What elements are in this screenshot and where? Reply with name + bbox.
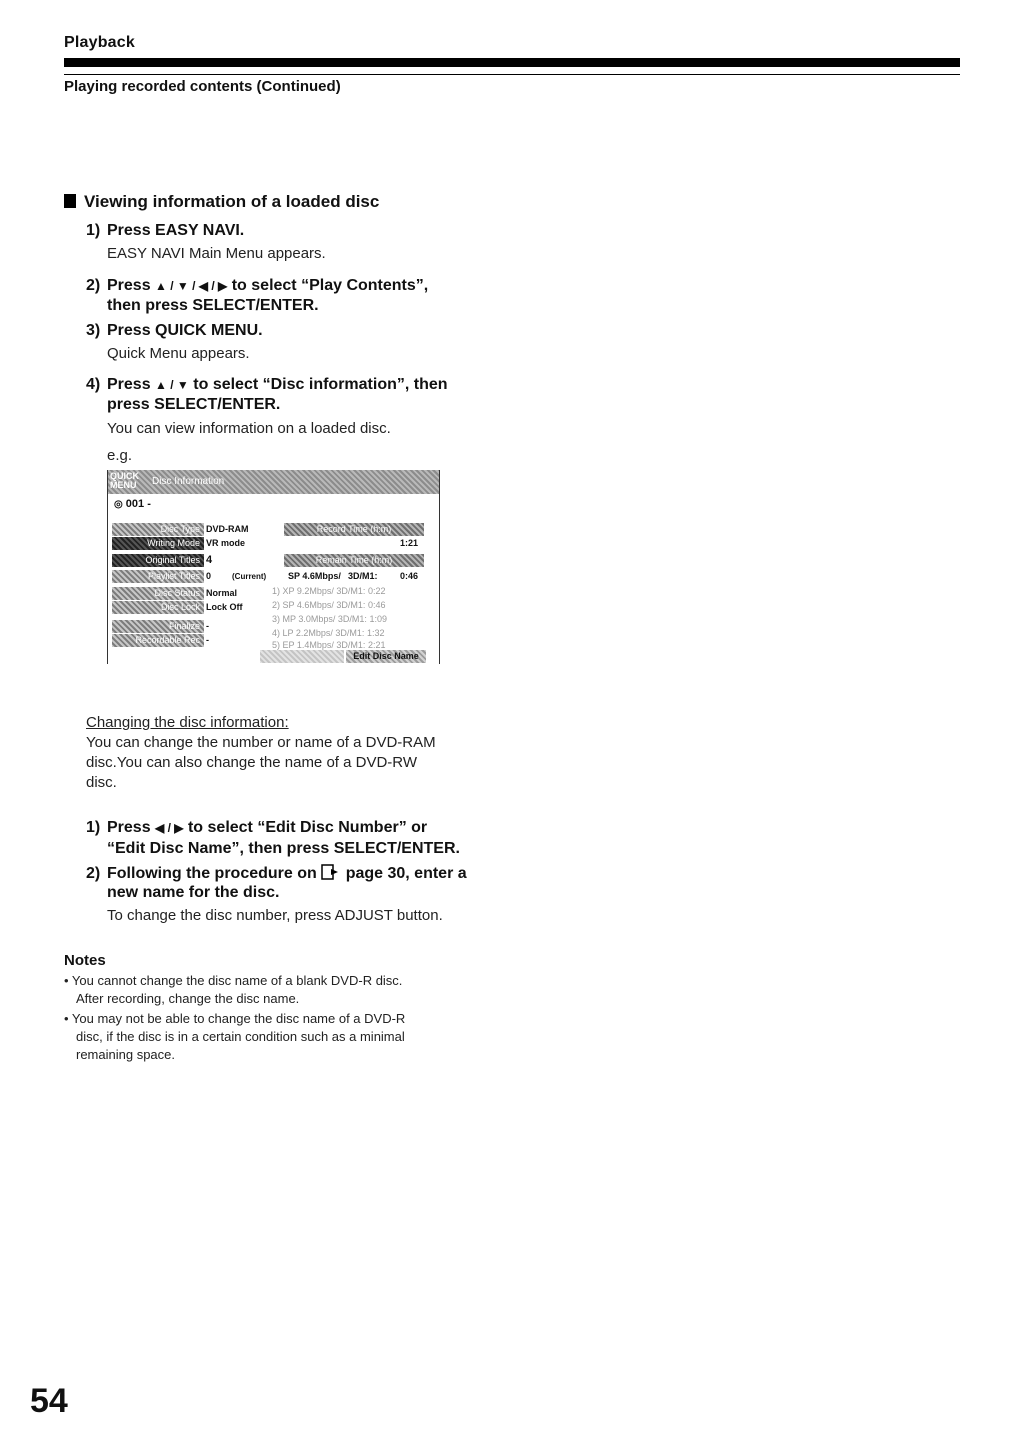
current-mode: 3D/M1: [348, 571, 378, 581]
page-subtitle: Playing recorded contents (Continued) [64, 78, 341, 95]
eg-label: e.g. [107, 447, 133, 464]
edit-disc-name-button[interactable]: Edit Disc Name [346, 650, 426, 663]
record-time-value: 1:21 [400, 538, 419, 548]
step-3: 3) Press QUICK MENU. [86, 322, 263, 339]
header-rule-thick [64, 58, 960, 67]
step-4-line2: press SELECT/ENTER. [107, 396, 281, 413]
edit-step-2-line2: new name for the disc. [107, 884, 280, 901]
remain-time-label: Remain Time (h:m) [284, 554, 424, 567]
arrow-keys-icon: ▲ / ▼ [155, 378, 189, 392]
changing-line-1: You can change the number or name of a DVD-RAM [86, 734, 436, 751]
current-label: (Current) [232, 572, 267, 581]
disc-number: ◎ 001 - [114, 498, 151, 510]
step-2-line2: then press SELECT/ENTER. [107, 297, 319, 314]
edit-step-1: 1) Press ◀ / ▶ to select “Edit Disc Number” or [86, 819, 428, 836]
step-2: 2) Press ▲ / ▼ / ◀ / ▶ to select “Play Contents”, [86, 277, 429, 294]
value-original-titles: 4 [206, 554, 213, 566]
step-3-desc: Quick Menu appears. [107, 345, 250, 362]
square-bullet-icon [64, 194, 76, 208]
value-playlist-titles: 0 [206, 571, 212, 581]
quick-menu-tag: QUICK MENU [110, 471, 139, 490]
changing-heading: Changing the disc information: [86, 714, 289, 731]
notes-heading: Notes [64, 952, 106, 969]
label-disc-status: Disc Status [112, 587, 204, 600]
label-disc-lock: Disc Lock [112, 601, 204, 614]
value-finalize: - [206, 621, 209, 631]
step-4-desc: You can view information on a loaded disc. [107, 420, 391, 437]
arrow-keys-icon: ◀ / ▶ [155, 821, 184, 835]
screen-title: Disc Information [152, 476, 225, 487]
screen-title-bar [108, 470, 439, 494]
value-writing-mode: VR mode [206, 538, 246, 548]
page-reference-icon [321, 864, 341, 880]
note-1: • You cannot change the disc name of a blank DVD-R disc. After recording, change the disc name. [64, 973, 403, 1006]
label-finalize: Finalize [112, 620, 204, 633]
value-disc-type: DVD-RAM [206, 524, 249, 534]
disc-information-screen [107, 470, 440, 664]
arrow-keys-icon: ▲ / ▼ / ◀ / ▶ [155, 279, 228, 293]
rate-row-4: 4) LP 2.2Mbps/ 3D/M1: 1:32 [272, 628, 385, 638]
label-disc-type: Disc Type [112, 523, 204, 536]
current-rate: SP 4.6Mbps/ [288, 571, 341, 581]
record-time-label: Record Time (h:m) [284, 523, 424, 536]
step-1-desc: EASY NAVI Main Menu appears. [107, 245, 326, 262]
edit-step-1-line2: “Edit Disc Name”, then press SELECT/ENTER. [107, 840, 460, 857]
page-number: 54 [30, 1382, 68, 1420]
header-rule-thin [64, 74, 960, 75]
value-disc-status: Normal [206, 588, 238, 598]
rate-row-5: 5) EP 1.4Mbps/ 3D/M1: 2:21 [272, 640, 386, 650]
note-2: • You may not be able to change the disc name of a DVD-R disc, if the disc is in a certain condition such as a minimal remaining space. [64, 1011, 406, 1062]
current-time: 0:46 [400, 571, 419, 581]
section-header: Playback [64, 34, 135, 51]
step-4: 4) Press ▲ / ▼ to select “Disc information”, then [86, 376, 448, 393]
label-original-titles: Original Titles [112, 554, 204, 567]
edit-step-2: 2) Following the procedure on page 30, enter a [86, 865, 467, 882]
rate-row-1: 1) XP 9.2Mbps/ 3D/M1: 0:22 [272, 586, 386, 596]
label-recordable-rec: Recordable Rec [112, 634, 204, 647]
value-recordable-rec: - [206, 635, 209, 645]
label-playlist-titles: Playlist Titles [112, 570, 204, 583]
changing-line-2: disc.You can also change the name of a DVD-RW [86, 754, 418, 771]
label-writing-mode: Writing Mode [112, 537, 204, 550]
edit-step-2-desc: To change the disc number, press ADJUST button. [107, 907, 443, 924]
rate-row-3: 3) MP 3.0Mbps/ 3D/M1: 1:09 [272, 614, 387, 624]
changing-line-3: disc. [86, 774, 117, 791]
value-disc-lock: Lock Off [206, 602, 243, 612]
disc-icon: ◎ [114, 499, 123, 510]
step-1: 1) Press EASY NAVI. [86, 222, 245, 239]
rate-row-2: 2) SP 4.6Mbps/ 3D/M1: 0:46 [272, 600, 386, 610]
screen-bottom-strip [260, 650, 344, 663]
section-title: Viewing information of a loaded disc [64, 192, 379, 212]
